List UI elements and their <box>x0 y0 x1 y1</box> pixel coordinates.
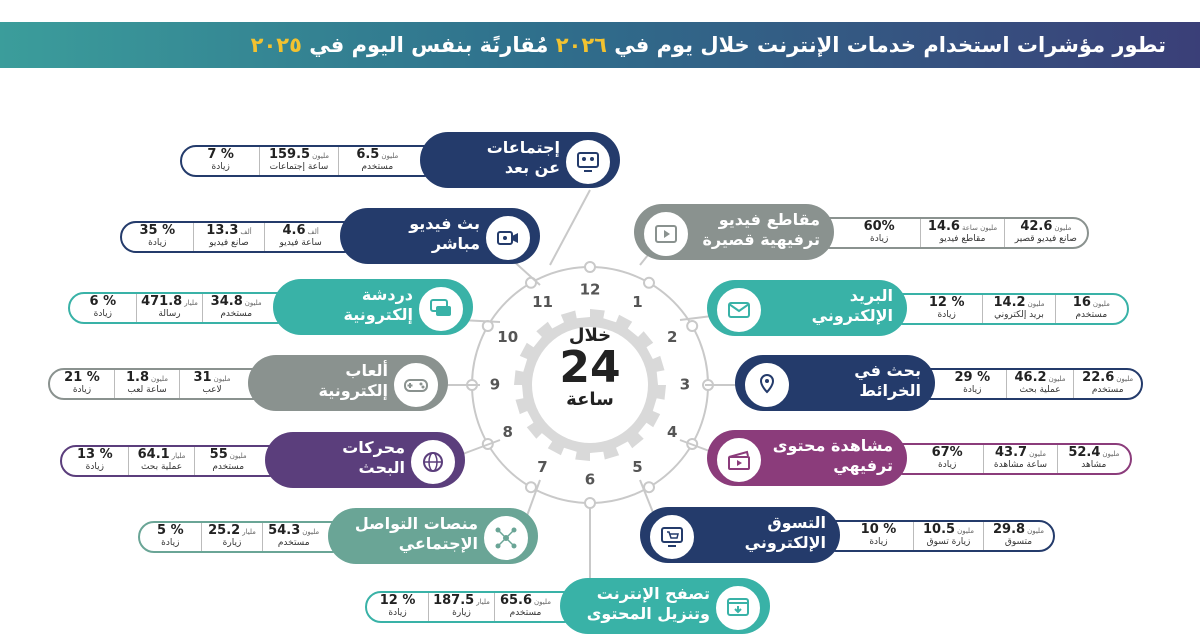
item-maps <box>735 355 1143 411</box>
stat-label: زيادة <box>388 608 407 618</box>
stat-value-row <box>861 524 897 537</box>
stat-unit: مليون <box>1092 300 1110 308</box>
center-number: 24 <box>559 342 621 393</box>
stat-cell <box>844 522 913 550</box>
stat-label: صانع فيديو <box>209 238 249 248</box>
stat-value: 7 % <box>207 147 234 162</box>
item-entertainment <box>707 430 1132 486</box>
clock-number: 7 <box>537 457 548 476</box>
stat-value-row <box>140 225 176 238</box>
stat-value: 34.8 <box>210 294 243 309</box>
stat-cell <box>202 294 269 322</box>
stats-box <box>814 217 1089 249</box>
stat-cell <box>122 223 193 251</box>
clock-number: 5 <box>632 457 643 476</box>
stat-value: 52.4 <box>1068 445 1101 460</box>
stats-box <box>820 520 1055 552</box>
stat-label: مستخدم <box>277 538 310 548</box>
clock-number: 4 <box>667 423 678 441</box>
stat-value: 14.2 <box>993 295 1026 310</box>
item-meetings <box>180 132 620 188</box>
stat-unit: مليون <box>957 527 974 535</box>
stat-value: 67% <box>931 445 963 460</box>
stat-value-row <box>193 372 230 385</box>
item-title: إجتماعات عن بعد <box>486 138 560 177</box>
stat-value-row <box>993 297 1044 310</box>
stat-cell <box>259 147 337 175</box>
stat-value: 13.3 <box>206 223 239 238</box>
stat-value: 35 % <box>139 223 176 238</box>
item-live-streaming <box>120 208 540 264</box>
stat-value-row <box>955 372 991 385</box>
stat-value-row <box>433 595 490 608</box>
stat-label: لاعب <box>202 385 222 395</box>
stat-label: مقاطع فيديو <box>939 234 986 244</box>
item-title: منصات التواصل الإجتماعي <box>354 514 478 553</box>
stat-cell <box>1057 445 1130 473</box>
stat-label: زيادة <box>148 238 167 248</box>
stat-value: 22.6 <box>1082 370 1115 385</box>
stat-value: 10 % <box>860 522 897 537</box>
item-title: البريد الإلكتروني <box>811 286 893 325</box>
stat-cell <box>494 593 556 621</box>
stats-box <box>68 292 293 324</box>
stat-cell <box>338 147 416 175</box>
stat-value: 25.2 <box>208 523 241 538</box>
stats-box <box>887 443 1132 475</box>
stats-box <box>180 145 440 177</box>
stat-label: عملية بحث <box>140 462 183 472</box>
stat-unit: مليار <box>476 598 490 606</box>
item-title-pill <box>560 578 770 634</box>
stat-unit: مليون <box>381 152 399 160</box>
stat-value-row <box>207 149 234 162</box>
item-title: مقاطع فيديو ترفيهية قصيرة <box>702 210 820 249</box>
stat-cell <box>264 223 336 251</box>
stat-value: 42.6 <box>1020 219 1053 234</box>
stat-value-row <box>932 447 963 460</box>
stat-value-row <box>269 149 329 162</box>
item-title-pill <box>634 204 834 260</box>
stat-cell <box>428 593 494 621</box>
clock-number: 2 <box>667 328 678 346</box>
stat-label: زيادة <box>937 310 956 320</box>
stat-label: زيارة تسوق <box>926 537 971 547</box>
stat-value: 29 % <box>954 370 991 385</box>
stat-value: 6.5 <box>356 147 380 162</box>
title-text: تطور مؤشرات استخدام خدمات الإنترنت خلال يوم في <box>614 33 1166 57</box>
stats-box <box>365 591 580 623</box>
chat-icon <box>417 285 465 333</box>
stat-cell <box>911 445 983 473</box>
stat-value-row <box>138 449 186 462</box>
item-title: بث فيديو مباشر <box>409 214 480 253</box>
item-chat <box>68 279 473 335</box>
center-top-text: خلال <box>568 325 612 346</box>
stat-unit: مليون <box>1048 375 1066 383</box>
stats-box <box>138 521 348 553</box>
stat-cell <box>182 147 259 175</box>
stat-value: 4.6 <box>282 223 306 238</box>
stat-label: زيادة <box>72 385 92 395</box>
item-short-videos <box>634 204 1089 260</box>
stat-label: مشاهد <box>1081 460 1107 470</box>
stat-value: 16 <box>1072 295 1091 310</box>
stat-cell <box>1073 370 1141 398</box>
title-mid-text: مُقارنًة بنفس اليوم في <box>309 33 549 57</box>
clock-tick <box>526 482 536 492</box>
stat-label: ساعة لعب <box>127 385 167 395</box>
stat-label: ساعة فيديو <box>279 238 322 248</box>
stat-label: صانع فيديو قصير <box>1014 234 1077 244</box>
stat-cell <box>982 295 1054 323</box>
stat-label: ساعة مشاهدة <box>993 460 1048 470</box>
stat-label: زيادة <box>161 538 180 548</box>
stats-box <box>120 221 360 253</box>
stat-unit: مليون <box>1027 300 1045 308</box>
item-title-pill <box>735 355 935 411</box>
stat-cell <box>983 445 1056 473</box>
stat-cell <box>50 370 114 398</box>
stat-unit: مليون <box>312 152 330 160</box>
stat-cell <box>920 219 1003 247</box>
clock-tick <box>687 321 697 331</box>
clock-number: 1 <box>632 293 643 312</box>
stat-label: زيادة <box>869 537 888 547</box>
clock-number: 10 <box>497 328 519 346</box>
stat-label: زيادة <box>93 309 112 319</box>
stat-value: 6 % <box>89 294 117 309</box>
item-title-pill <box>248 355 448 411</box>
stats-box <box>915 368 1143 400</box>
clock-tick <box>585 262 595 272</box>
stat-label: مستخدم <box>1091 385 1124 395</box>
stat-value-row <box>211 296 262 309</box>
stat-value-row <box>268 525 319 538</box>
stat-label: رسالة <box>158 309 181 319</box>
stat-value-row <box>77 449 113 462</box>
stat-label: زيارة <box>452 608 471 618</box>
stat-cell <box>194 447 261 475</box>
stat-value-row <box>157 525 184 538</box>
stat-label: مستخدم <box>509 608 542 618</box>
stat-value: 55 <box>209 447 228 462</box>
item-title: التسوق الإلكتروني <box>744 513 826 552</box>
stat-cell <box>838 219 920 247</box>
stat-label: زيادة <box>211 162 230 172</box>
item-title: محركات البحث <box>342 438 405 477</box>
stat-unit: مليون <box>1029 450 1046 458</box>
item-search-engines <box>60 432 465 488</box>
stat-cell <box>179 370 244 398</box>
stat-label: متسوق <box>1004 537 1033 547</box>
item-games <box>48 355 448 411</box>
stat-value: 12 % <box>379 593 416 608</box>
stat-value-row <box>1082 372 1133 385</box>
stat-label: مستخدم <box>361 162 394 172</box>
stat-unit: مليون ساعة <box>961 224 998 232</box>
item-title: دردشة إلكترونية <box>343 285 413 324</box>
stat-value: 13 % <box>77 447 113 462</box>
item-title: ألعاب إلكترونية <box>318 361 388 400</box>
stat-cell <box>70 294 136 322</box>
stat-value-row <box>210 449 247 462</box>
item-title-pill <box>707 430 907 486</box>
clock-number: 11 <box>532 293 553 312</box>
stat-unit: ألف <box>240 228 252 236</box>
stat-value-row <box>356 149 398 162</box>
item-email <box>707 280 1129 336</box>
stat-value-row <box>208 525 256 538</box>
stat-value-row <box>141 296 198 309</box>
stat-value: 187.5 <box>433 593 475 608</box>
stat-unit: مليار <box>242 528 256 536</box>
stat-cell <box>262 523 324 551</box>
browser-icon <box>714 584 762 632</box>
stat-value: 46.2 <box>1014 370 1047 385</box>
stat-value: 29.8 <box>992 522 1026 537</box>
stat-cell <box>1006 370 1074 398</box>
item-title-pill <box>328 508 538 564</box>
clock-number: 6 <box>584 470 596 489</box>
stat-cell <box>939 370 1006 398</box>
item-title-pill <box>420 132 620 188</box>
stat-value: 12 % <box>928 295 965 310</box>
stat-label: زيارة <box>222 538 242 548</box>
stat-value: 21 % <box>64 370 100 385</box>
stat-unit: مليار <box>184 299 198 307</box>
stat-value: 14.6 <box>927 219 960 234</box>
stat-value: 64.1 <box>137 447 170 462</box>
stat-cell <box>193 223 265 251</box>
clock-tick <box>644 278 654 288</box>
stat-unit: مليون <box>151 375 168 383</box>
stat-value: 10.5 <box>922 522 956 537</box>
stat-label: بريد إلكتروني <box>994 310 1044 320</box>
stat-cell <box>1004 219 1087 247</box>
stat-label: عملية بحث <box>1019 385 1061 395</box>
clapper-icon <box>715 436 763 484</box>
stat-cell <box>201 523 263 551</box>
stat-cell <box>128 447 195 475</box>
stat-value-row <box>90 296 117 309</box>
stat-unit: مليون <box>534 598 551 606</box>
video-icon <box>642 210 690 258</box>
stat-label: مستخدم <box>212 462 245 472</box>
item-title-pill <box>640 507 840 563</box>
item-social-media <box>138 508 538 564</box>
connector-line <box>550 190 590 265</box>
stat-value: 1.8 <box>126 370 150 385</box>
item-title-pill <box>340 208 540 264</box>
stat-value-row <box>1020 221 1071 234</box>
stat-unit: مليون <box>1102 450 1120 458</box>
stat-value-row <box>283 225 319 238</box>
stat-value-row <box>126 372 168 385</box>
stat-value: 54.3 <box>268 523 301 538</box>
meeting-icon <box>564 138 612 186</box>
stats-box <box>887 293 1129 325</box>
clock-number: 12 <box>579 280 601 299</box>
stat-cell <box>1055 295 1127 323</box>
live-video-icon <box>484 214 532 262</box>
network-icon <box>482 514 530 562</box>
stat-cell <box>911 295 982 323</box>
stat-label: زيادة <box>963 385 982 395</box>
stat-unit: مليون <box>229 452 247 460</box>
stat-unit: مليون <box>213 375 231 383</box>
stat-value: 471.8 <box>141 294 183 309</box>
stat-unit: مليار <box>171 452 186 460</box>
stat-value: 5 % <box>157 523 184 538</box>
clock-tick <box>644 482 654 492</box>
stat-value-row <box>380 595 416 608</box>
stat-label: ساعة إجتماعات <box>269 162 329 172</box>
title-year-2025: ٢٠٢٥ <box>250 33 302 57</box>
stat-value-row <box>64 372 100 385</box>
item-browsing <box>365 578 770 634</box>
stat-unit: ألف <box>307 228 319 236</box>
center-label <box>530 326 650 410</box>
stat-cell <box>913 522 983 550</box>
stat-cell <box>114 370 179 398</box>
cart-icon <box>648 513 696 561</box>
stat-value-row <box>928 221 997 234</box>
clock-number: 8 <box>502 423 513 441</box>
stat-label: زيادة <box>870 234 889 244</box>
item-title: بحث في الخرائط <box>854 361 921 400</box>
stat-value-row <box>864 221 895 234</box>
item-title-pill <box>707 280 907 336</box>
stat-value-row <box>923 524 974 537</box>
stat-value-row <box>929 297 965 310</box>
stat-value: 31 <box>193 370 212 385</box>
stat-value-row <box>995 447 1046 460</box>
stat-cell <box>62 447 128 475</box>
stat-unit: مليون <box>1054 224 1072 232</box>
item-shopping <box>640 507 1055 563</box>
globe-icon <box>409 438 457 486</box>
stat-value-row <box>1073 297 1110 310</box>
stat-label: مستخدم <box>1075 310 1108 320</box>
mail-icon <box>715 286 763 334</box>
stat-unit: مليون <box>1116 375 1134 383</box>
stat-label: زيادة <box>85 462 104 472</box>
stat-value-row <box>500 595 551 608</box>
stat-cell <box>140 523 201 551</box>
stat-cell <box>367 593 428 621</box>
stats-box <box>60 445 285 477</box>
stat-unit: مليون <box>1027 527 1044 535</box>
stat-cell <box>136 294 203 322</box>
stat-label: زيادة <box>938 460 957 470</box>
stat-cell <box>983 522 1053 550</box>
item-title: تصفح الإنترنت وتنزيل المحتوى <box>586 584 710 623</box>
stat-value-row <box>206 225 251 238</box>
item-title: مشاهدة محتوى ترفيهي <box>772 436 893 475</box>
item-title-pill <box>273 279 473 335</box>
gamepad-icon <box>392 361 440 409</box>
clock-number: 9 <box>489 375 501 394</box>
clock-number: 3 <box>679 375 691 394</box>
stat-label: مستخدم <box>220 309 253 319</box>
stat-value-row <box>1068 447 1119 460</box>
title-year-2026: ٢٠٢٦ <box>555 33 607 57</box>
stat-value: 60% <box>863 219 895 234</box>
item-title-pill <box>265 432 465 488</box>
stat-value: 159.5 <box>268 147 311 162</box>
stats-box <box>48 368 268 400</box>
clock-tick <box>585 498 595 508</box>
stat-unit: مليون <box>302 528 320 536</box>
stat-value: 65.6 <box>499 593 533 608</box>
map-icon <box>743 361 791 409</box>
center-bottom-text: ساعة <box>566 389 614 410</box>
stat-value: 43.7 <box>994 445 1028 460</box>
stat-value-row <box>1015 372 1066 385</box>
stat-unit: مليون <box>244 299 262 307</box>
stat-value-row <box>993 524 1044 537</box>
